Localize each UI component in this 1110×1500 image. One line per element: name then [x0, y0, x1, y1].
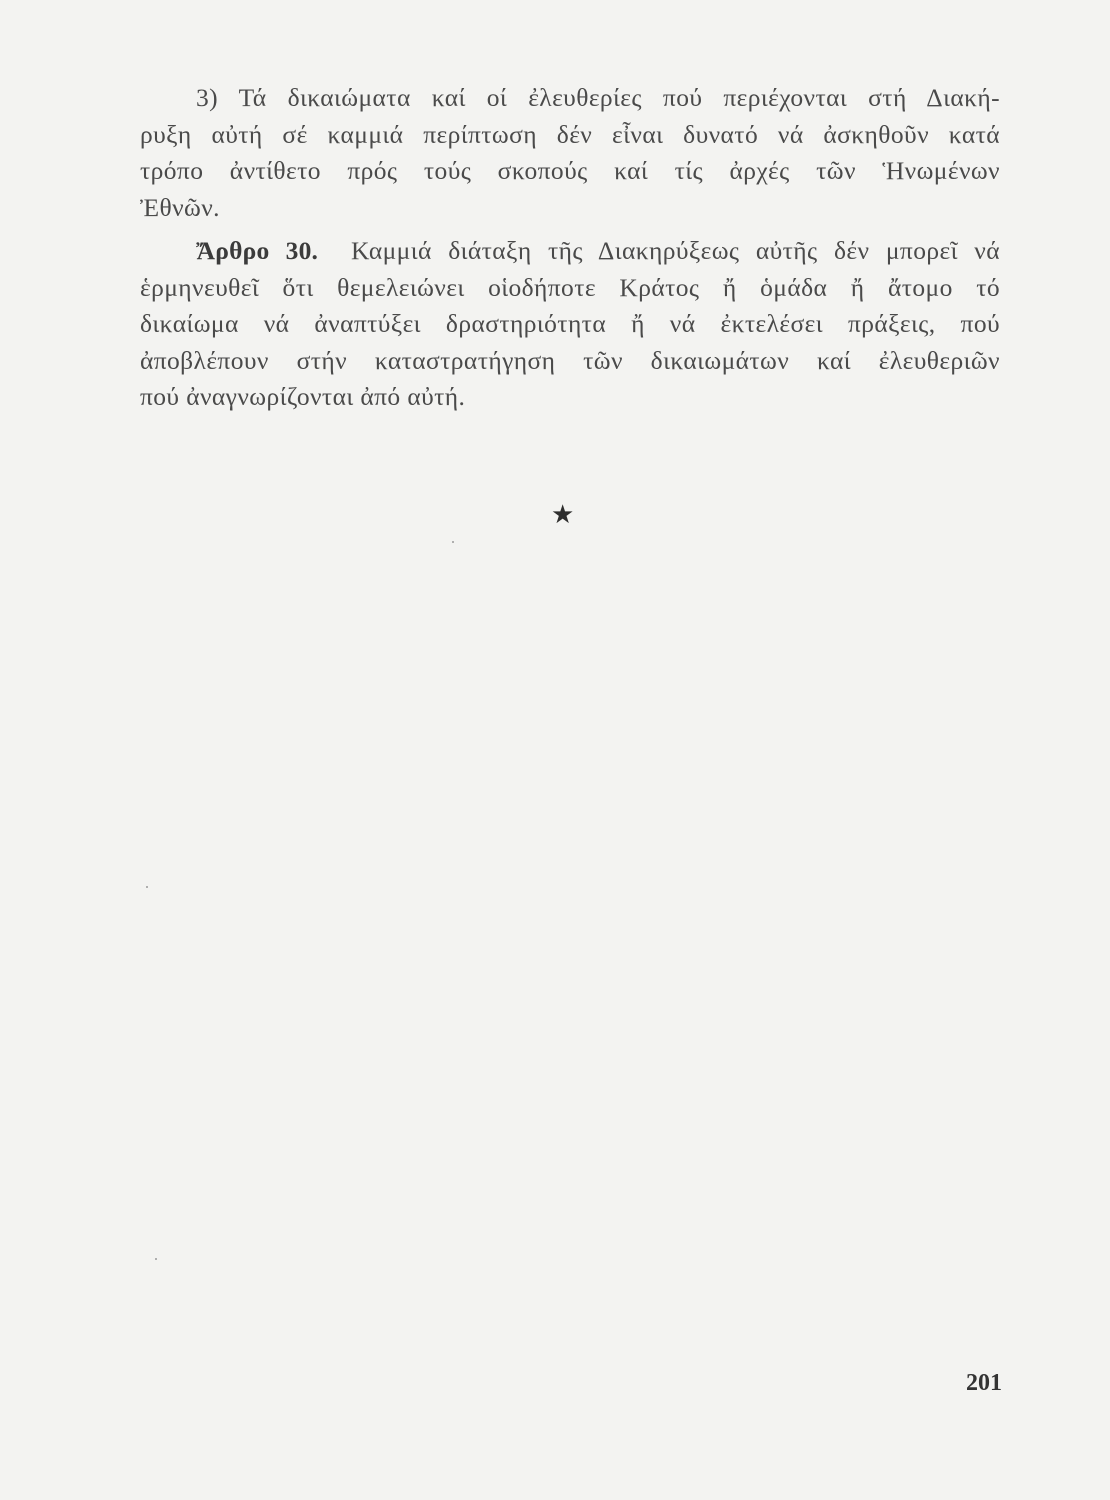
article-30-line-3: δικαίωμα νά ἀναπτύξει δραστηριότητα ἤ νά ἐκτελέσει πράξεις, πού	[140, 309, 1000, 339]
article-30-line-5: πού ἀναγνωρίζονται ἀπό αὐτή.	[140, 382, 466, 412]
article-30-line-1-text: Καμμιά διάταξη τῆς Διακηρύξεως αὐτῆς δέν μπορεῖ νά	[350, 236, 1000, 265]
paragraph-3-line-2: ρυξη αὐτή σέ καμμιά περίπτωση δέν εἶναι δυνατό νά ἀσκηθοῦν κατά	[140, 119, 1000, 149]
paper-speck	[155, 1258, 157, 1260]
paper-speck	[146, 886, 148, 888]
article-30-heading: Ἄρθρο 30.	[196, 236, 319, 265]
paragraph-3-line-3: τρόπο ἀντίθετο πρός τούς σκοπούς καί τίς ἀρχές τῶν Ἡνωμένων	[140, 156, 1000, 186]
paragraph-3-line-4: Ἐθνῶν.	[140, 192, 220, 222]
article-30	[140, 233, 1000, 416]
article-30-line-1	[140, 233, 1000, 270]
paragraph-3-line-1: 3) Τά δικαιώματα καί οί ἐλευθερίες πού περιέχονται στή Διακή-	[196, 83, 1000, 112]
article-30-line-2: ἑρμηνευθεῖ ὅτι θεμελειώνει οἱοδήποτε Κράτος ἤ ὁμάδα ἤ ἄτομο τό	[140, 272, 1000, 302]
paper-speck	[452, 541, 454, 543]
page-number: 201	[966, 1370, 1002, 1396]
article-30-line-4: ἀποβλέπουν στήν καταστρατήγηση τῶν δικαιωμάτων καί ἐλευθεριῶν	[140, 345, 1000, 375]
section-separator-star: ★	[551, 500, 575, 530]
paragraph-3	[140, 80, 1000, 226]
